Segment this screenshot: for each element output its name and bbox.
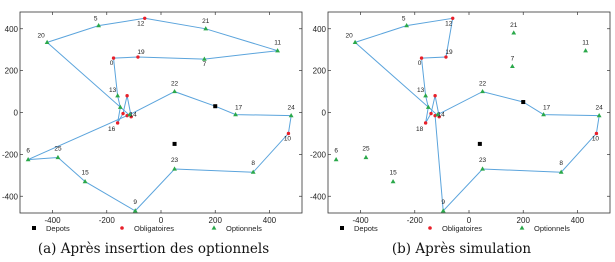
point-label: 22: [170, 80, 179, 88]
x-tick-label: -200: [406, 216, 423, 225]
point-label: 25: [54, 145, 62, 153]
chart-panel-b: [308, 0, 615, 262]
point-label: 14: [437, 111, 445, 119]
point-label: 23: [170, 157, 179, 165]
point-label: 20: [37, 32, 45, 40]
point-label: 24: [595, 104, 603, 112]
y-tick-label: -400: [1, 192, 18, 202]
point-label: 25: [362, 145, 370, 153]
x-tick-label: 400: [262, 216, 277, 225]
obligatoire-marker: [433, 94, 436, 97]
point-label: 12: [137, 20, 145, 28]
y-tick-label: 200: [312, 66, 326, 76]
point-label: 17: [234, 104, 243, 112]
x-tick-label: 0: [466, 216, 472, 225]
point-label: 13: [416, 86, 425, 94]
point-label: 16: [107, 125, 116, 133]
x-tick-label: 400: [570, 216, 585, 225]
point-label: 5: [93, 15, 98, 23]
point-label: 13: [108, 86, 117, 94]
x-tick-label: -400: [44, 216, 61, 225]
depot-marker: [521, 100, 525, 104]
optionnel-marker: [423, 93, 428, 97]
optionnel-marker: [115, 93, 120, 97]
depot-marker: [478, 142, 482, 146]
legend-square-icon: [32, 226, 36, 230]
legend-label: Optionnels: [534, 224, 570, 233]
obligatoire-marker: [424, 121, 427, 124]
point-label: 7: [510, 55, 515, 63]
point-label: 6: [26, 147, 30, 155]
point-label: 17: [542, 104, 551, 112]
x-tick-label: -200: [98, 216, 115, 225]
y-tick-label: 200: [4, 66, 18, 76]
x-tick-label: 200: [208, 216, 222, 225]
legend-circle-icon: [120, 226, 124, 230]
chart-b: [308, 0, 615, 240]
point-label: 5: [401, 15, 406, 23]
legend-triangle-icon: [520, 225, 525, 229]
point-label: 10: [591, 135, 600, 143]
legend-square-icon: [340, 226, 344, 230]
legend-label: Obligatoires: [442, 224, 483, 233]
legend-label: Optionnels: [226, 224, 262, 233]
point-label: 19: [137, 49, 145, 57]
optionnel-marker: [583, 48, 588, 52]
chart-a: [0, 0, 307, 240]
optionnel-marker: [172, 89, 177, 93]
x-tick-label: -400: [352, 216, 369, 225]
depot-marker: [173, 142, 177, 146]
point-label: 8: [559, 160, 564, 168]
legend-triangle-icon: [212, 225, 217, 229]
optionnel-marker: [480, 89, 485, 93]
point-label: 0: [417, 60, 422, 68]
optionnel-marker: [56, 155, 61, 159]
point-label: 23: [478, 157, 487, 165]
point-label: 14: [129, 111, 137, 119]
optionnel-marker: [334, 157, 339, 161]
point-label: 12: [445, 20, 453, 28]
point-label: 21: [510, 21, 518, 29]
point-label: 7: [202, 61, 207, 69]
point-label: 15: [389, 169, 397, 177]
optionnel-marker: [480, 166, 485, 170]
point-label: 9: [133, 198, 138, 206]
x-tick-label: 200: [516, 216, 530, 225]
y-tick-label: 0: [13, 108, 18, 118]
point-label: 19: [445, 49, 453, 57]
plot-area: [334, 17, 602, 213]
point-label: 18: [415, 125, 424, 133]
obligatoire-marker: [121, 112, 124, 115]
legend-label: Obligatoires: [134, 224, 175, 233]
route-line: [355, 15, 453, 123]
plot-area: [26, 17, 294, 213]
y-tick-label: -200: [309, 150, 326, 160]
point-label: 24: [287, 104, 295, 112]
chart-caption: (b) Après simulation: [391, 241, 532, 257]
depot-marker: [213, 104, 217, 108]
point-label: 9: [441, 198, 446, 206]
chart-caption: (a) Après insertion des optionnels: [37, 241, 270, 257]
route-line: [435, 92, 599, 211]
point-label: 21: [202, 17, 210, 25]
chart-panel-a: [0, 0, 307, 262]
obligatoire-marker: [125, 94, 128, 97]
point-label: 10: [283, 135, 292, 143]
point-label: 8: [251, 160, 256, 168]
optionnel-marker: [510, 64, 515, 68]
point-label: 15: [81, 169, 89, 177]
optionnel-marker: [511, 30, 516, 34]
point-label: 11: [582, 39, 589, 47]
point-label: 22: [478, 80, 487, 88]
point-label: 11: [274, 39, 281, 47]
point-label: 20: [345, 32, 353, 40]
obligatoire-marker: [116, 121, 119, 124]
y-tick-label: 400: [312, 24, 326, 34]
obligatoire-marker: [429, 112, 432, 115]
optionnel-marker: [172, 166, 177, 170]
point-label: 0: [109, 60, 114, 68]
legend-label: Depots: [354, 224, 378, 233]
y-tick-label: -400: [309, 192, 326, 202]
route-line: [47, 15, 278, 123]
y-tick-label: -200: [1, 150, 18, 160]
route-line: [28, 92, 291, 211]
point-label: 6: [334, 147, 338, 155]
legend-circle-icon: [428, 226, 432, 230]
optionnel-marker: [391, 179, 396, 183]
optionnel-marker: [364, 155, 369, 159]
x-tick-label: 0: [158, 216, 164, 225]
legend-label: Depots: [46, 224, 70, 233]
y-tick-label: 0: [321, 108, 326, 118]
y-tick-label: 400: [4, 24, 18, 34]
